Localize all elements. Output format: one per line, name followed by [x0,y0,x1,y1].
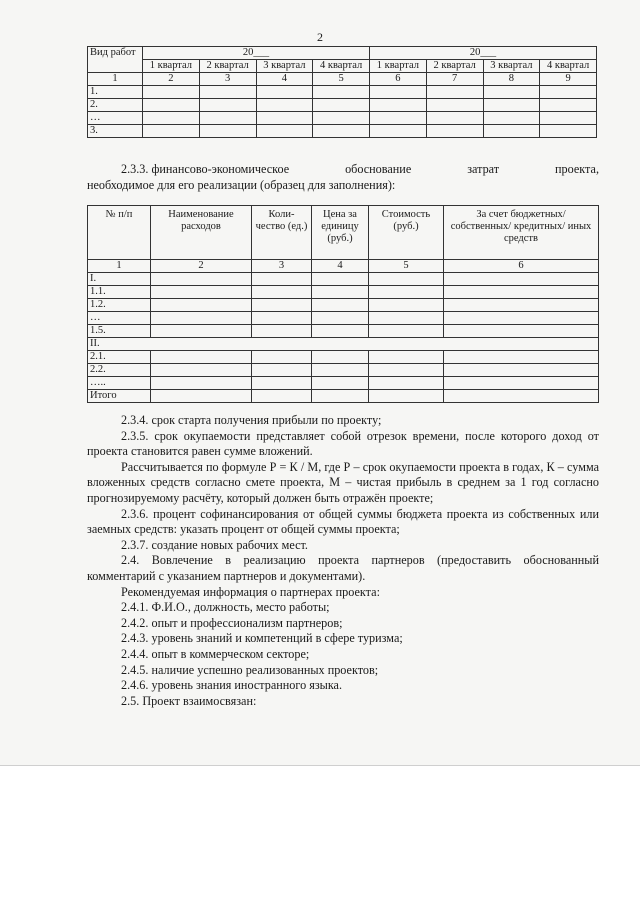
quarter-header: 1 квартал [370,60,427,73]
paragraph-235: 2.3.5. срок окупаемости представляет собой отрезок времени, после которого доход от проекта становится равен сумме вложений. [87,428,599,459]
year-b-header: 20___ [370,47,597,60]
table-row [88,112,597,125]
section-233 [87,162,599,193]
column-number: 5 [313,73,370,86]
paragraph-243: 2.4.3. уровень знаний и компетенций в сфере туризма; [121,631,403,646]
total-label: Итого [88,390,151,403]
column-number: 6 [370,73,427,86]
paragraph-234: 2.3.4. срок старта получения прибыли по проекту; [121,413,382,427]
row-label: 3. [88,125,143,138]
quarter-header: 1 квартал [143,60,200,73]
paragraph-246: 2.4.6. уровень знания иностранного языка. [121,678,343,693]
row-label: 2. [88,99,143,112]
column-number: 2 [143,73,200,86]
section-233-word: проекта, [555,162,599,176]
paragraph-242: 2.4.2. опыт и профессионализм партнеров; [121,615,343,630]
quarter-header: 4 квартал [540,60,597,73]
quarter-header: 3 квартал [483,60,540,73]
row-label: 1.2. [88,299,151,312]
work-schedule-table [87,46,597,138]
table-row [88,286,599,299]
table-total-row [88,390,599,403]
table-row [88,312,599,325]
paragraph-formula: Рассчитывается по формуле Р = К / М, где Р – срок окупаемости проекта в годах, К – сумма вложенных средств согласно смете проекта, М – чистая прибыль в среднем за 1 год согласно прогнозируемому расчёту, который должен быть отражён проекте; [87,459,599,505]
row-label: 1.5. [88,325,151,338]
column-number: 3 [199,73,256,86]
paragraph-244: 2.4.4. опыт в коммерческом секторе; [121,646,310,661]
row-label: … [88,312,151,325]
column-number: 3 [252,260,312,273]
column-number: 4 [256,73,313,86]
paragraph-24: 2.4. Вовлечение в реализацию проекта партнеров (предоставить обоснованный комментарий с указанием партнеров и документами). [87,553,599,583]
paragraph-237: 2.3.7. создание новых рабочих мест. [121,537,308,552]
column-number: 6 [444,260,599,273]
table-row [88,99,597,112]
column-number: 1 [88,73,143,86]
year-a-header: 20___ [143,47,370,60]
section-233-word: обоснование [345,162,412,176]
table-row [88,86,597,99]
row-label: 1.1. [88,286,151,299]
quarter-header: 2 квартал [426,60,483,73]
paragraph-245: 2.4.5. наличие успешно реализованных проектов; [121,662,379,677]
work-type-header: Вид работ [88,47,143,73]
row-label: I. [88,273,151,286]
section-233-word: затрат [467,162,500,176]
paragraph-236: 2.3.6. процент софинансирования от общей суммы бюджета проекта из собственных или заемных средств: указать процент от общей суммы проекта; [87,506,599,537]
header-number: № п/п [88,206,151,260]
header-funding-source: За счет бюджетных/ собственных/ кредитных/ иных средств [444,206,599,260]
table-row [88,125,597,138]
row-label: … [88,112,143,125]
paragraph-recommended: Рекомендуемая информация о партнерах проекта: [121,584,380,599]
quarter-header: 2 квартал [199,60,256,73]
page-number: 2 [317,30,323,44]
quarter-header: 4 квартал [313,60,370,73]
row-label: 2.2. [88,364,151,377]
row-label: ….. [88,377,151,390]
section-233-line2: необходимое для его реализации (образец для заполнения): [87,177,396,192]
column-number: 9 [540,73,597,86]
quarter-header: 3 квартал [256,60,313,73]
row-label: 2.1. [88,351,151,364]
section-233-word: 2.3.3. финансово-экономическое [121,162,290,176]
table-row [88,351,599,364]
row-label: II. [88,338,599,351]
header-cost: Стоимость (руб.) [369,206,444,260]
table-row [88,273,599,286]
column-number: 1 [88,260,151,273]
header-expense-name: Наименование расходов [151,206,252,260]
column-number: 4 [312,260,369,273]
header-unit-price: Цена за единицу (руб.) [312,206,369,260]
table-row [88,338,599,351]
table-row [88,364,599,377]
table-row [88,325,599,338]
header-quantity: Коли-чество (ед.) [252,206,312,260]
column-number: 5 [369,260,444,273]
column-number: 7 [426,73,483,86]
table-row [88,299,599,312]
table-row [88,377,599,390]
column-number: 8 [483,73,540,86]
column-number: 2 [151,260,252,273]
paragraph-241: 2.4.1. Ф.И.О., должность, место работы; [121,600,330,615]
row-label: 1. [88,86,143,99]
body-text [87,413,599,709]
paragraph-25: 2.5. Проект взаимосвязан: [121,693,257,708]
budget-table [87,205,599,403]
